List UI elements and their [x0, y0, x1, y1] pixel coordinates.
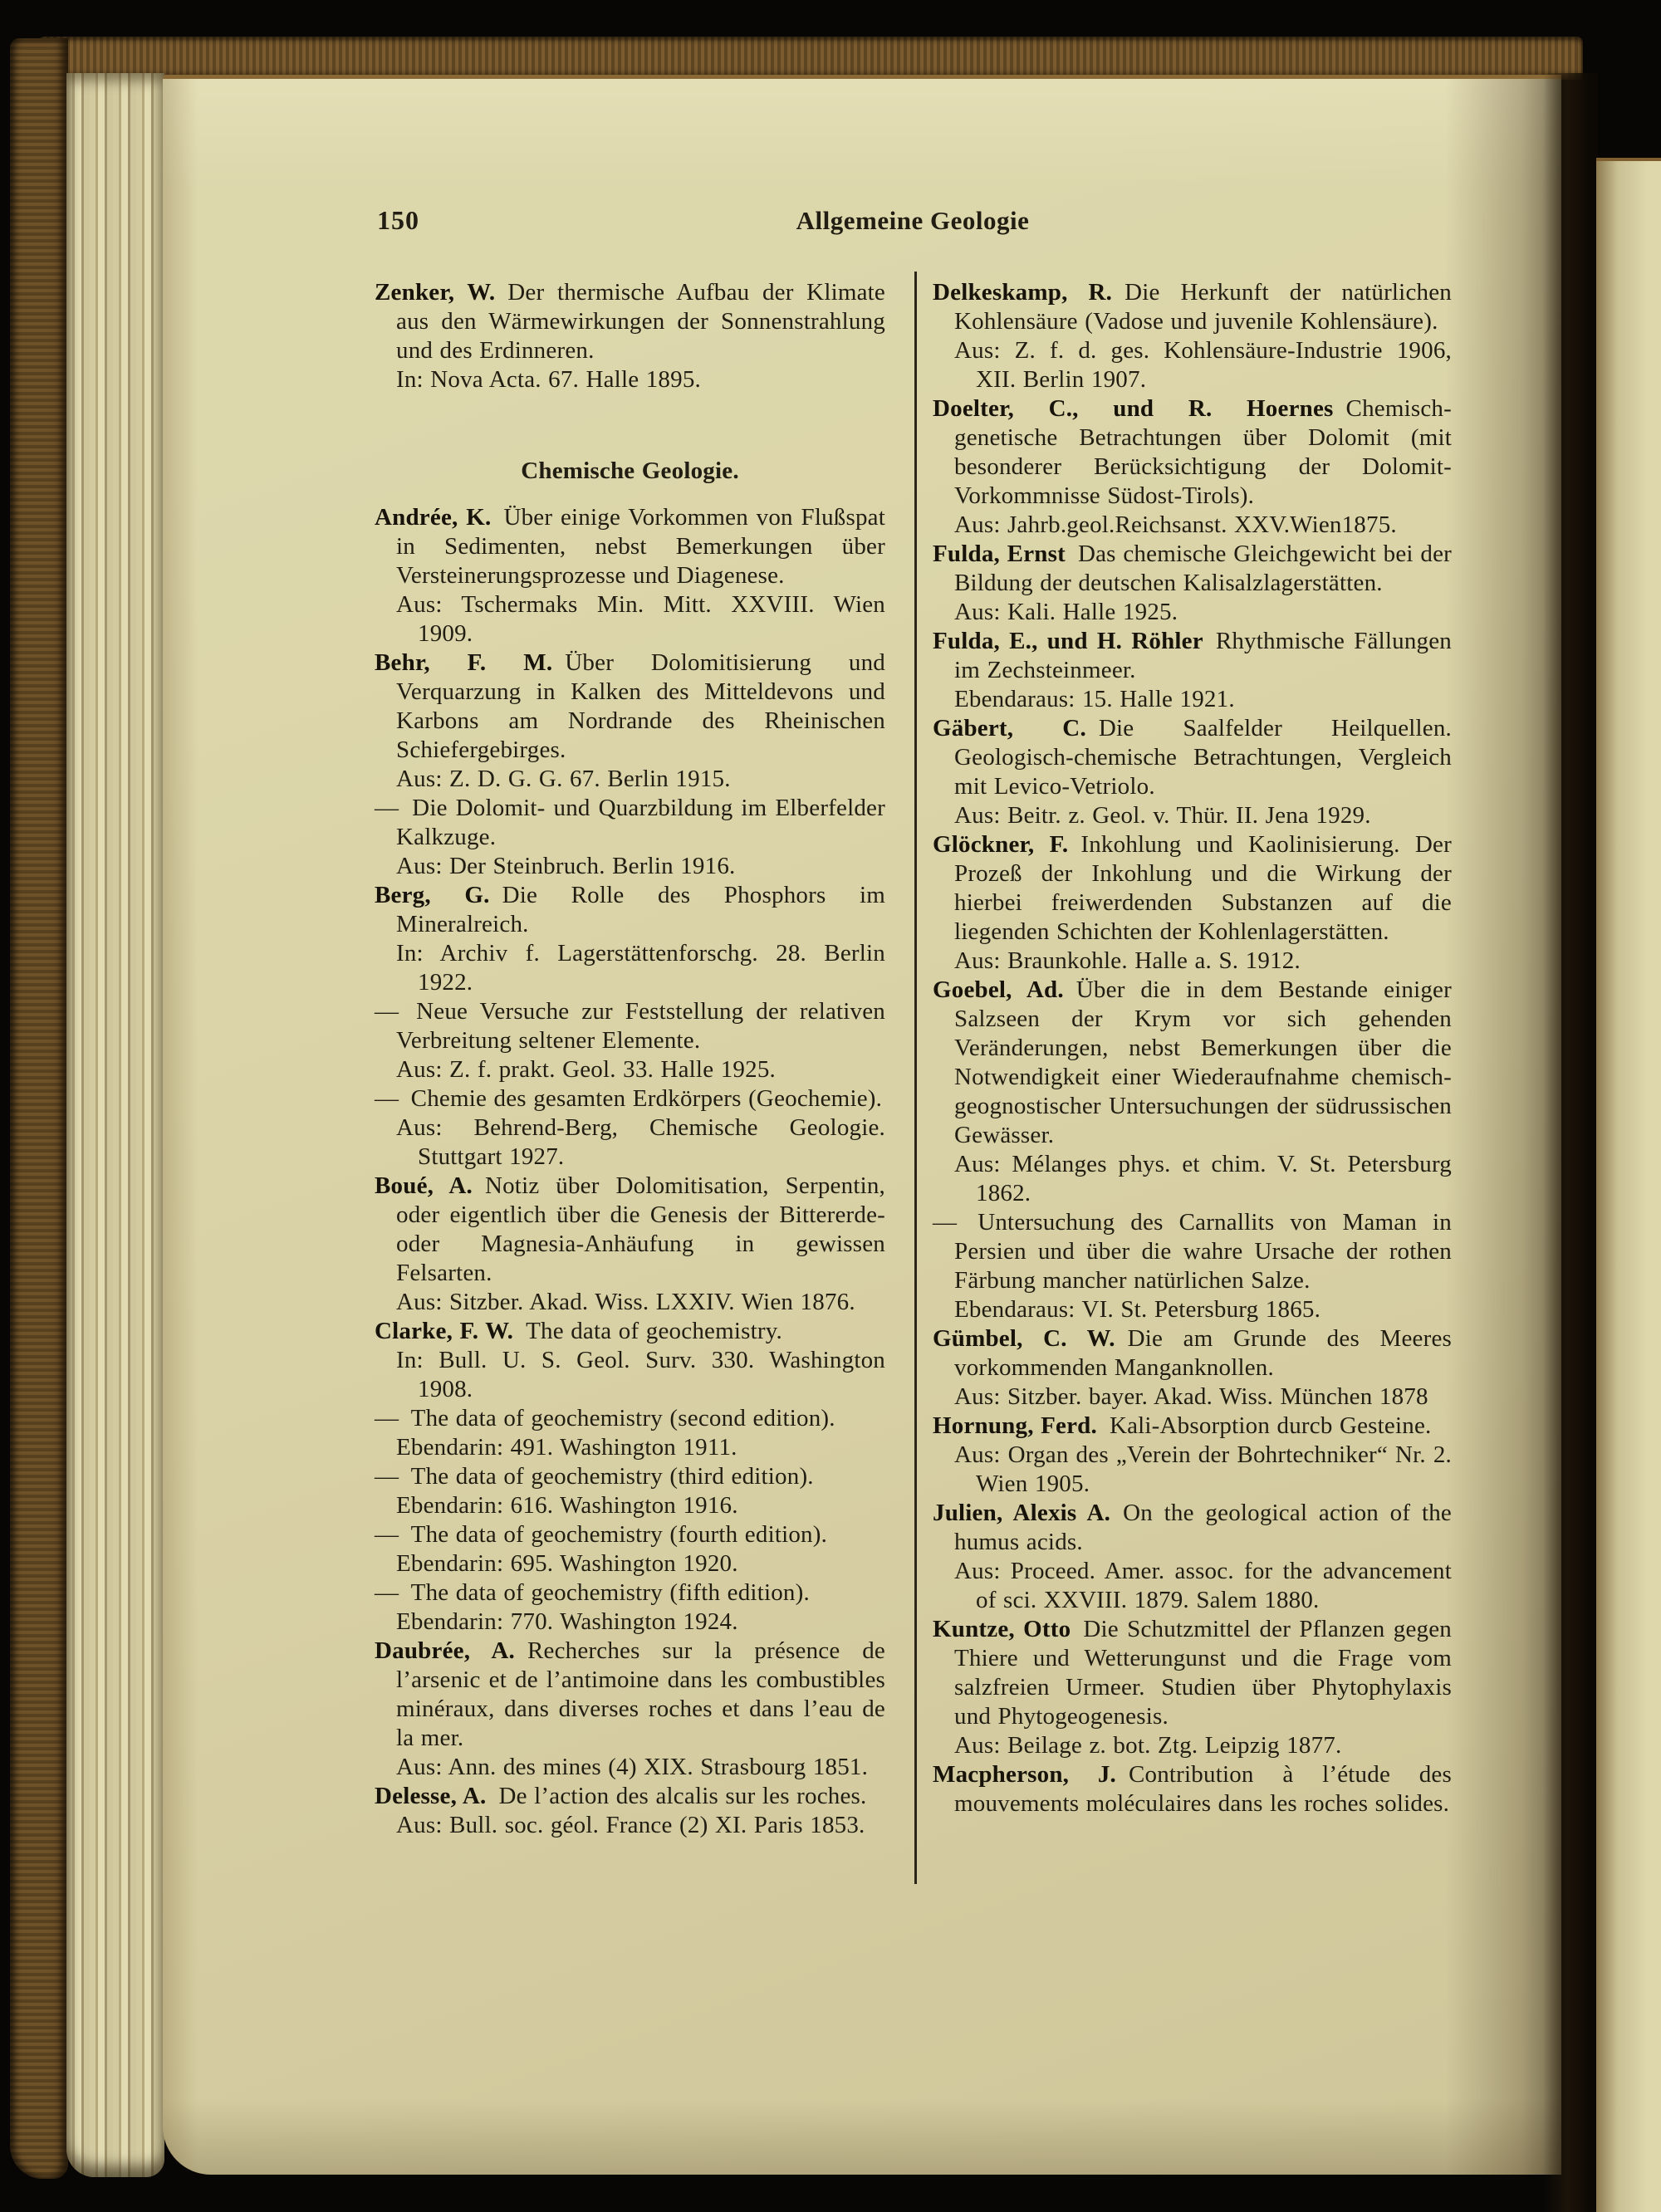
- section-heading: Chemische Geologie.: [521, 458, 739, 484]
- bibliography-entry: Fulda, Ernst Das chemische Gleichgewicht bei der Bildung der deutschen Kalisalzlagerstätten.: [933, 541, 1453, 596]
- bibliography-entry: — The data of geochemistry (fourth edition).: [375, 1521, 828, 1548]
- entry-author: Doelter, C., und R. Hoernes: [933, 395, 1334, 422]
- entry-source: Aus: Organ des „Verein der Bohrtechniker“ Nr. 2. Wien 1905.: [954, 1441, 1452, 1497]
- same-author-dash: —: [933, 1209, 973, 1236]
- same-author-dash: —: [375, 1579, 406, 1606]
- bibliography-entry: Hornung, Ferd. Kali-Absorption durcb Gesteine.: [933, 1412, 1432, 1439]
- entry-source: Aus: Z. f. prakt. Geol. 33. Halle 1925.: [396, 1056, 776, 1083]
- entry-source: Aus: Beitr. z. Geol. v. Thür. II. Jena 1929.: [954, 802, 1371, 829]
- bibliography-entry: Boué, A. Notiz über Dolomitisation, Serpentin, oder eigentlich über die Genesis der Bittererde- oder Magnesia-Anhäufung in gewissen Felsarten.: [375, 1172, 885, 1286]
- bibliography-entry: Berg, G. Die Rolle des Phosphors im Mineralreich.: [375, 882, 885, 937]
- entry-source: Aus: Mélanges phys. et chim. V. St. Petersburg 1862.: [954, 1151, 1452, 1206]
- entry-source: Aus: Z. D. G. G. 67. Berlin 1915.: [396, 766, 731, 792]
- bibliography-entry: Fulda, E., und H. Röhler Rhythmische Fällungen im Zechsteinmeer.: [933, 628, 1452, 683]
- column-divider: [914, 272, 917, 1884]
- bibliography-entry: — Die Dolomit- und Quarzbildung im Elberfelder Kalkzuge.: [375, 795, 885, 850]
- facing-page-edge: [1596, 158, 1661, 2212]
- bibliography-entry: Julien, Alexis A. On the geological action of the humus acids.: [933, 1500, 1452, 1555]
- entry-source: Aus: Proceed. Amer. assoc. for the advancement of sci. XXVIII. 1879. Salem 1880.: [954, 1558, 1452, 1613]
- entry-source: Ebendarin: 695. Washington 1920.: [396, 1550, 738, 1577]
- same-author-dash: —: [375, 795, 408, 821]
- bibliography-entry: — Chemie des gesamten Erdkörpers (Geochemie).: [375, 1085, 883, 1112]
- entry-author: Clarke, F. W.: [375, 1318, 514, 1344]
- entry-source: In: Nova Acta. 67. Halle 1895.: [396, 366, 701, 393]
- entry-source: Aus: Ann. des mines (4) XIX. Strasbourg 1851.: [396, 1754, 869, 1780]
- entry-author: Delesse, A.: [375, 1783, 487, 1809]
- entry-source: Aus: Z. f. d. ges. Kohlensäure-Industrie 1906, XII. Berlin 1907.: [954, 337, 1452, 393]
- running-header: Allgemeine Geologie: [796, 206, 1030, 235]
- entry-source: Aus: Tschermaks Min. Mitt. XXVIII. Wien 1909.: [396, 591, 885, 647]
- entry-source: Aus: Behrend-Berg, Chemische Geologie. Stuttgart 1927.: [396, 1114, 885, 1170]
- bibliography-entry: Gäbert, C. Die Saalfelder Heilquellen. Geologisch-chemische Betrachtungen, Vergleich mit Levico-Vetriolo.: [933, 715, 1452, 800]
- same-author-dash: —: [375, 1405, 406, 1431]
- bibliography-entry: Goebel, Ad. Über die in dem Bestande einiger Salzseen der Krym vor sich gehenden Veränderungen, nebst Bemerkungen über die Notwendigkeit einer Wiederaufnahme chemisch-geognostischer Untersuchungen der südrussischen Gewässer.: [933, 976, 1452, 1148]
- page-content: [163, 79, 1561, 2175]
- entry-author: Macpherson, J.: [933, 1761, 1116, 1788]
- entry-author: Fulda, Ernst: [933, 541, 1066, 567]
- same-author-dash: —: [375, 1085, 406, 1112]
- bibliography-entry: Doelter, C., und R. Hoernes Chemisch- genetische Betrachtungen über Dolomit (mit besonderer Berücksichtigung der Dolomit-Vorkommnisse Südost-Tirols).: [933, 395, 1452, 509]
- entry-author: Julien, Alexis A.: [933, 1500, 1111, 1526]
- entry-source: Ebendarin: 616. Washington 1916.: [396, 1492, 738, 1519]
- bibliography-entry: Glöckner, F. Inkohlung und Kaolinisierung. Der Prozeß der Inkohlung und die Wirkung der hierbei freiwerdenden Substanzen auf die liegenden Schichten der Kohlenlagerstätten.: [933, 831, 1452, 945]
- bibliography-entry: Andrée, K. Über einige Vorkommen von Flußspat in Sedimenten, nebst Bemerkungen über Versteinerungsprozesse und Diagenese.: [375, 504, 886, 589]
- bibliography-entry: Kuntze, Otto Die Schutzmittel der Pflanzen gegen Thiere und Wetterungunst und die Frage vom salzfreien Urmeer. Studien über Phytophylaxis und Phytogeogenesis.: [933, 1616, 1452, 1730]
- book-cover-left-edge: [10, 38, 68, 2179]
- entry-source: Aus: Sitzber. bayer. Akad. Wiss. München 1878: [954, 1383, 1428, 1410]
- entry-source: Ebendaraus: VI. St. Petersburg 1865.: [954, 1296, 1321, 1323]
- page-number: 150: [377, 205, 419, 235]
- entry-source: Aus: Bull. soc. géol. France (2) XI. Paris 1853.: [396, 1812, 865, 1838]
- bibliography-entry: Macpherson, J. Contribution à l’étude des mouvements moléculaires dans les roches solides.: [933, 1761, 1452, 1817]
- bibliography-entry: Delesse, A. De l’action des alcalis sur les roches.: [375, 1783, 867, 1809]
- entry-source: Ebendarin: 770. Washington 1924.: [396, 1608, 738, 1635]
- right-column: [933, 278, 1452, 1818]
- entry-source: Ebendaraus: 15. Halle 1921.: [954, 686, 1235, 712]
- entry-source: Ebendarin: 491. Washington 1911.: [396, 1434, 737, 1461]
- entry-source: Aus: Der Steinbruch. Berlin 1916.: [396, 853, 736, 879]
- same-author-dash: —: [375, 1521, 406, 1548]
- entry-source: Aus: Sitzber. Akad. Wiss. LXXIV. Wien 1876.: [396, 1289, 855, 1315]
- entry-author: Andrée, K.: [375, 504, 492, 531]
- book-page: [163, 75, 1561, 2175]
- book-cover-top-edge: [37, 37, 1583, 80]
- entry-source: Aus: Beilage z. bot. Ztg. Leipzig 1877.: [954, 1732, 1342, 1759]
- bibliography-entry: Daubrée, A. Recherches sur la présence de l’arsenic et de l’antimoine dans les combustibles minéraux, dans diverses roches et dans l’eau de la mer.: [375, 1637, 885, 1751]
- left-column: [375, 278, 885, 1840]
- entry-author: Kuntze, Otto: [933, 1616, 1071, 1642]
- entry-source: Aus: Kali. Halle 1925.: [954, 599, 1178, 625]
- entry-author: Behr, F. M.: [375, 649, 553, 676]
- bibliography-entry: Gümbel, C. W. Die am Grunde des Meeres vorkommenden Manganknollen.: [933, 1325, 1452, 1381]
- entry-source: Aus: Braunkohle. Halle a. S. 1912.: [954, 947, 1301, 974]
- entry-author: Fulda, E., und H. Röhler: [933, 628, 1203, 654]
- same-author-dash: —: [375, 998, 412, 1025]
- entry-author: Gümbel, C. W.: [933, 1325, 1115, 1352]
- page-stack-fore-edge: [66, 73, 164, 2177]
- entry-author: Zenker, W.: [375, 279, 496, 306]
- entry-author: Berg, G.: [375, 882, 490, 908]
- entry-author: Delkeskamp, R.: [933, 279, 1113, 306]
- bibliography-entry: — The data of geochemistry (third edition).: [375, 1463, 814, 1490]
- entry-author: Hornung, Ferd.: [933, 1412, 1097, 1439]
- entry-author: Daubrée, A.: [375, 1637, 515, 1664]
- bibliography-entry: Zenker, W. Der thermische Aufbau der Klimate aus den Wärmewirkungen der Sonnenstrahlung und des Erdinneren.: [375, 279, 885, 364]
- entry-author: Goebel, Ad.: [933, 976, 1064, 1003]
- entry-source: In: Bull. U. S. Geol. Surv. 330. Washington 1908.: [396, 1347, 885, 1402]
- bibliography-entry: — Neue Versuche zur Feststellung der relativen Verbreitung seltener Elemente.: [375, 998, 886, 1054]
- entry-author: Gäbert, C.: [933, 715, 1086, 741]
- entry-source: In: Archiv f. Lagerstättenforschg. 28. Berlin 1922.: [396, 940, 885, 996]
- bibliography-entry: Clarke, F. W. The data of geochemistry.: [375, 1318, 782, 1344]
- bibliography-entry: Behr, F. M. Über Dolomitisierung und Verquarzung in Kalken des Mitteldevons und Karbons am Nordrande des Rheinischen Schiefergebirges.: [375, 649, 885, 763]
- gutter-shadow: [1543, 73, 1598, 2212]
- bibliography-entry: — The data of geochemistry (second edition).: [375, 1405, 835, 1431]
- bibliography-entry: Delkeskamp, R. Die Herkunft der natürlichen Kohlensäure (Vadose und juvenile Kohlensäure).: [933, 279, 1452, 335]
- entry-author: Boué, A.: [375, 1172, 473, 1199]
- bibliography-entry: — The data of geochemistry (fifth edition).: [375, 1579, 810, 1606]
- same-author-dash: —: [375, 1463, 406, 1490]
- entry-source: Aus: Jahrb.geol.Reichsanst. XXV.Wien1875.: [954, 511, 1397, 538]
- entry-author: Glöckner, F.: [933, 831, 1069, 858]
- bibliography-entry: — Untersuchung des Carnallits von Maman in Persien und über die wahre Ursache der rothen Färbung mancher natürlichen Salze.: [933, 1209, 1452, 1294]
